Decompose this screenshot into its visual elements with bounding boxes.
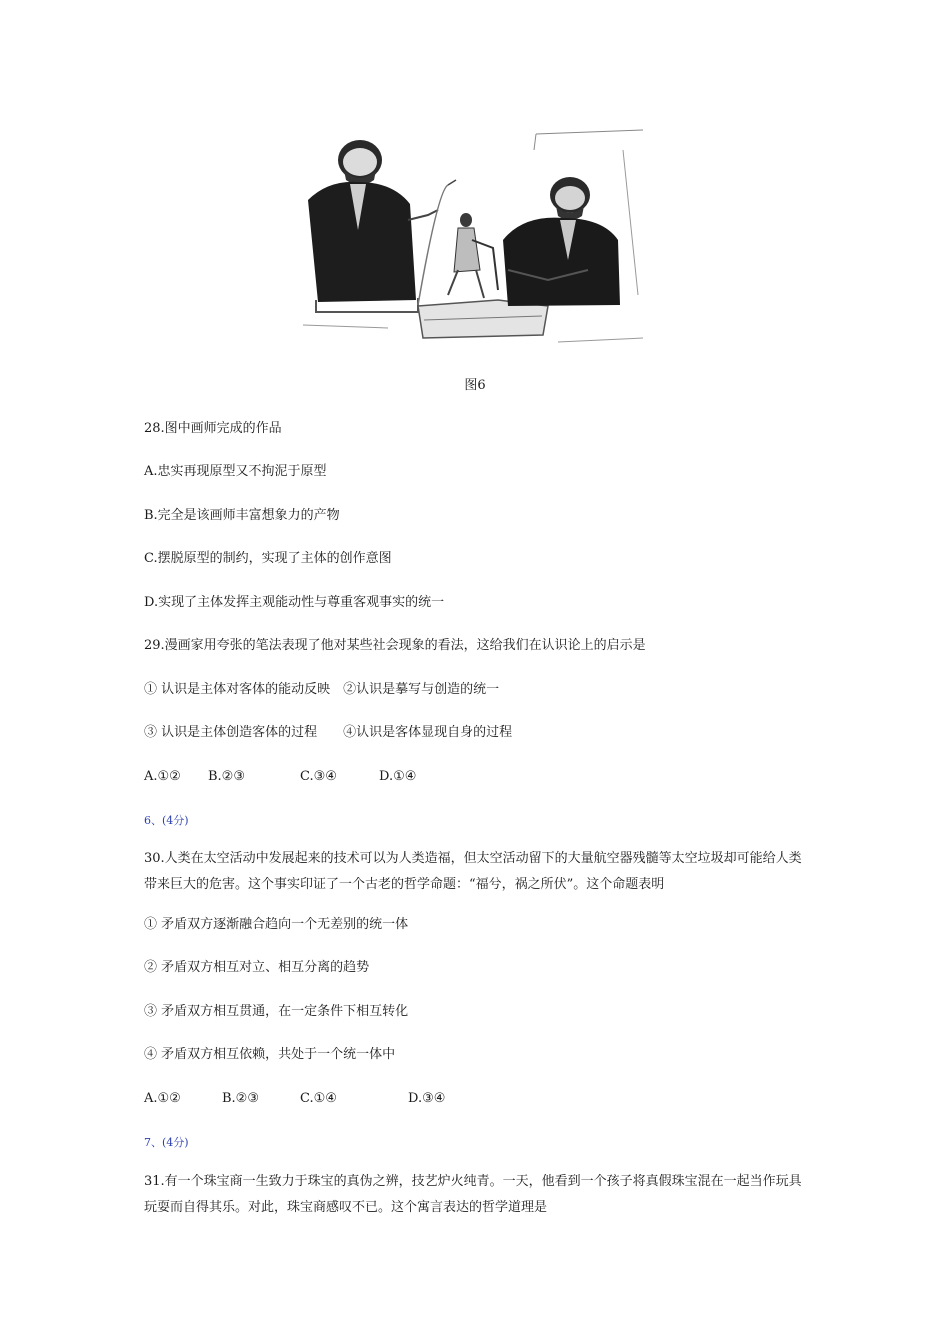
q29-statements-1: ① 认识是主体对客体的能动反映 ②认识是摹写与创造的统一 bbox=[144, 682, 500, 697]
q28-option-c: C.摆脱原型的制约，实现了主体的创作意图 bbox=[144, 551, 392, 566]
cartoon-illustration bbox=[298, 120, 648, 365]
q31-stem: 31.有一个珠宝商一生致力于珠宝的真伪之辨，技艺炉火纯青。一天，他看到一个孩子将真假珠宝混在一起当作玩具玩耍而自得其乐。对此，珠宝商感叹不已。这个寓言表达的哲学道理是 bbox=[144, 1174, 802, 1215]
q28-stem: 28.图中画师完成的作品 bbox=[144, 421, 282, 436]
q28-option-b: B.完全是该画师丰富想象力的产物 bbox=[144, 508, 340, 523]
q30-statement-2: ② 矛盾双方相互对立、相互分离的趋势 bbox=[144, 960, 370, 975]
q30-choice-a: A.①② bbox=[144, 1091, 181, 1106]
q30-choice-b: B.②③ bbox=[222, 1091, 259, 1106]
cartoon-figure bbox=[298, 120, 648, 365]
q30-choice-d: D.③④ bbox=[408, 1091, 446, 1106]
figure-caption: 图6 bbox=[464, 378, 486, 393]
q29-choice-b: B.②③ bbox=[208, 769, 245, 784]
q29-statements-2: ③ 认识是主体创造客体的过程 ④认识是客体显现自身的过程 bbox=[144, 725, 513, 740]
q30-choice-c: C.①④ bbox=[300, 1091, 337, 1106]
portrait-man bbox=[503, 177, 620, 306]
q30-statement-3: ③ 矛盾双方相互贯通，在一定条件下相互转化 bbox=[144, 1004, 409, 1019]
q29-choices bbox=[144, 768, 824, 786]
small-painting bbox=[448, 213, 498, 298]
q28-option-d: D.实现了主体发挥主观能动性与尊重客观事实的统一 bbox=[144, 595, 445, 610]
q29-choice-a: A.①② bbox=[144, 769, 181, 784]
q29-choice-d: D.①④ bbox=[379, 769, 417, 784]
q30-statement-1: ① 矛盾双方逐渐融合趋向一个无差别的统一体 bbox=[144, 917, 409, 932]
q29-stem: 29.漫画家用夸张的笔法表现了他对某些社会现象的看法，这给我们在认识论上的启示是 bbox=[144, 638, 646, 653]
q30-choices bbox=[144, 1090, 824, 1108]
question-meta-7: 7、(4分) bbox=[144, 1136, 189, 1149]
q30-stem: 30.人类在太空活动中发展起来的技术可以为人类造福，但太空活动留下的大量航空器残髓等太空垃圾却可能给人类带来巨大的危害。这个事实印证了一个古老的哲学命题：“福兮，祸之所伏”。这个命题表明 bbox=[144, 851, 802, 892]
q28-option-a: A.忠实再现原型又不拘泥于原型 bbox=[144, 464, 327, 479]
q29-choice-c: C.③④ bbox=[300, 769, 337, 784]
subject-man bbox=[308, 140, 438, 312]
q30-statement-4: ④ 矛盾双方相互依赖，共处于一个统一体中 bbox=[144, 1047, 396, 1062]
question-meta-6: 6、(4分) bbox=[144, 814, 189, 827]
